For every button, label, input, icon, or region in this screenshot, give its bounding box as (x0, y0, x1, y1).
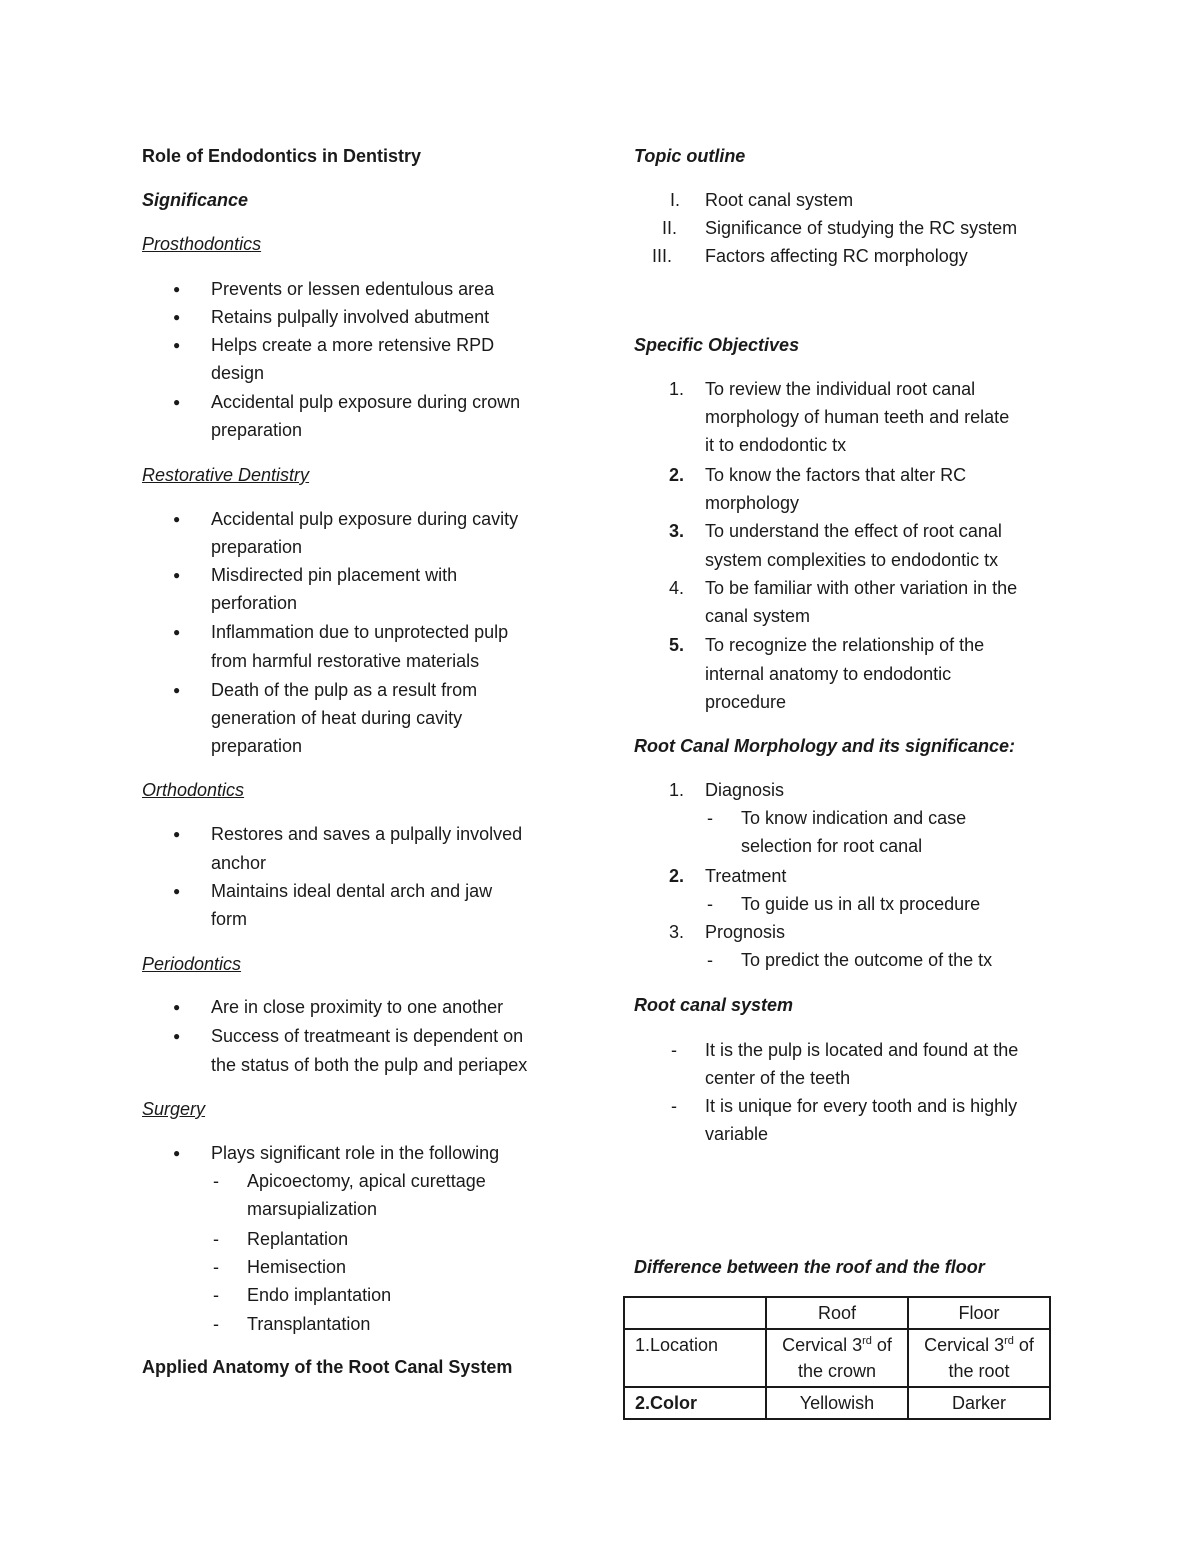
list-item: ● Restores and saves a pulpally involved (211, 820, 522, 848)
roof-floor-table (623, 1296, 1051, 1420)
list-number: 4. (669, 578, 685, 598)
sub-list-item-continued: marsupialization (247, 1199, 378, 1219)
sub-list-item: - Transplantation (247, 1310, 370, 1338)
objective-line: canal system (705, 606, 811, 626)
table-header-floor: Floor (908, 1297, 1050, 1329)
list-number: 3. (669, 521, 685, 541)
list-item: ● Maintains ideal dental arch and jaw (211, 877, 492, 905)
restorative-heading: Restorative Dentistry (142, 465, 310, 485)
list-item: ● Accidental pulp exposure during cavity (211, 505, 518, 533)
roman-numeral: II. (662, 218, 678, 238)
sub-list-item: - Endo implantation (247, 1281, 391, 1309)
surgery-heading: Surgery (142, 1099, 206, 1119)
list-item: Prognosis (705, 922, 786, 942)
morphology-heading: Root Canal Morphology and its significance: (634, 736, 1016, 756)
sub-list-item: - To guide us in all tx procedure (741, 890, 980, 918)
list-item-continued: variable (705, 1124, 769, 1144)
objective-line: To know the factors that alter RC (705, 465, 967, 485)
list-item: ● Misdirected pin placement with (211, 561, 457, 589)
roman-numeral: III. (652, 246, 673, 266)
objective-line: procedure (705, 692, 787, 712)
list-item: Diagnosis (705, 780, 785, 800)
list-number: 1. (669, 780, 685, 800)
periodontics-heading: Periodontics (142, 954, 242, 974)
list-item-continued: perforation (211, 593, 298, 613)
objective-line: system complexities to endodontic tx (705, 550, 999, 570)
list-item-continued: form (211, 909, 247, 929)
significance-heading: Significance (142, 190, 249, 210)
table-row (624, 1329, 1050, 1387)
sub-list-item: - Hemisection (247, 1253, 346, 1281)
list-item: ● Death of the pulp as a result from (211, 676, 477, 704)
sub-list-item-continued: selection for root canal (741, 836, 923, 856)
table-row (624, 1387, 1050, 1419)
list-item: ● Plays significant role in the following (211, 1139, 499, 1167)
applied-anatomy-heading: Applied Anatomy of the Root Canal System (142, 1357, 513, 1377)
list-item-continued: preparation (211, 537, 303, 557)
outline-item: Factors affecting RC morphology (705, 246, 968, 266)
list-item: ● Accidental pulp exposure during crown (211, 388, 520, 416)
list-item-continued: design (211, 363, 265, 383)
list-item: ● Success of treatmeant is dependent on (211, 1022, 523, 1050)
table-cell: Cervical 3rd of the crown (766, 1329, 908, 1387)
list-number: 3. (669, 922, 685, 942)
list-item: - It is the pulp is located and found at the (705, 1036, 1018, 1064)
list-item-continued: the status of both the pulp and periapex (211, 1055, 528, 1075)
objective-line: To understand the effect of root canal (705, 521, 1002, 541)
list-item-continued: center of the teeth (705, 1068, 851, 1088)
list-item: ● Helps create a more retensive RPD (211, 331, 494, 359)
objectives-heading: Specific Objectives (634, 335, 800, 355)
table-cell: Yellowish (766, 1387, 908, 1419)
objective-line: it to endodontic tx (705, 435, 847, 455)
page-title: Role of Endodontics in Dentistry (142, 146, 422, 166)
orthodontics-heading: Orthodontics (142, 780, 245, 800)
objective-line: To be familiar with other variation in the (705, 578, 1018, 598)
objective-line: To recognize the relationship of the (705, 635, 985, 655)
outline-item: Root canal system (705, 190, 854, 210)
objective-line: internal anatomy to endodontic (705, 664, 952, 684)
list-number: 2. (669, 465, 685, 485)
topic-outline-heading: Topic outline (634, 146, 746, 166)
objective-line: morphology of human teeth and relate (705, 407, 1010, 427)
list-item: ● Inflammation due to unprotected pulp (211, 618, 508, 646)
list-item: ● Retains pulpally involved abutment (211, 303, 489, 331)
table-row (624, 1297, 1050, 1329)
list-item-continued: preparation (211, 736, 303, 756)
list-item: - It is unique for every tooth and is highly (705, 1092, 1017, 1120)
list-item: ● Are in close proximity to one another (211, 993, 503, 1021)
list-item-continued: anchor (211, 853, 267, 873)
list-number: 2. (669, 866, 685, 886)
table-cell: 1.Location (624, 1329, 766, 1387)
table-header-roof: Roof (766, 1297, 908, 1329)
sub-list-item: - To know indication and case (741, 804, 966, 832)
root-canal-system-heading: Root canal system (634, 995, 794, 1015)
table-cell: 2.Color (624, 1387, 766, 1419)
difference-heading: Difference between the roof and the floor (634, 1257, 985, 1277)
objective-line: To review the individual root canal (705, 379, 976, 399)
list-item: ● Prevents or lessen edentulous area (211, 275, 494, 303)
objective-line: morphology (705, 493, 800, 513)
roman-numeral: I. (670, 190, 681, 210)
sub-list-item: - Apicoectomy, apical curettage (247, 1167, 486, 1195)
list-item-continued: from harmful restorative materials (211, 651, 480, 671)
table-cell: Darker (908, 1387, 1050, 1419)
sub-list-item: - Replantation (247, 1225, 348, 1253)
list-item: Treatment (705, 866, 787, 886)
table-cell: Cervical 3rd of the root (908, 1329, 1050, 1387)
list-item-continued: preparation (211, 420, 303, 440)
list-number: 1. (669, 379, 685, 399)
prosthodontics-heading: Prosthodontics (142, 234, 262, 254)
list-item-continued: generation of heat during cavity (211, 708, 463, 728)
sub-list-item: - To predict the outcome of the tx (741, 946, 992, 974)
list-number: 5. (669, 635, 685, 655)
table-cell (624, 1297, 766, 1329)
outline-item: Significance of studying the RC system (705, 218, 1018, 238)
